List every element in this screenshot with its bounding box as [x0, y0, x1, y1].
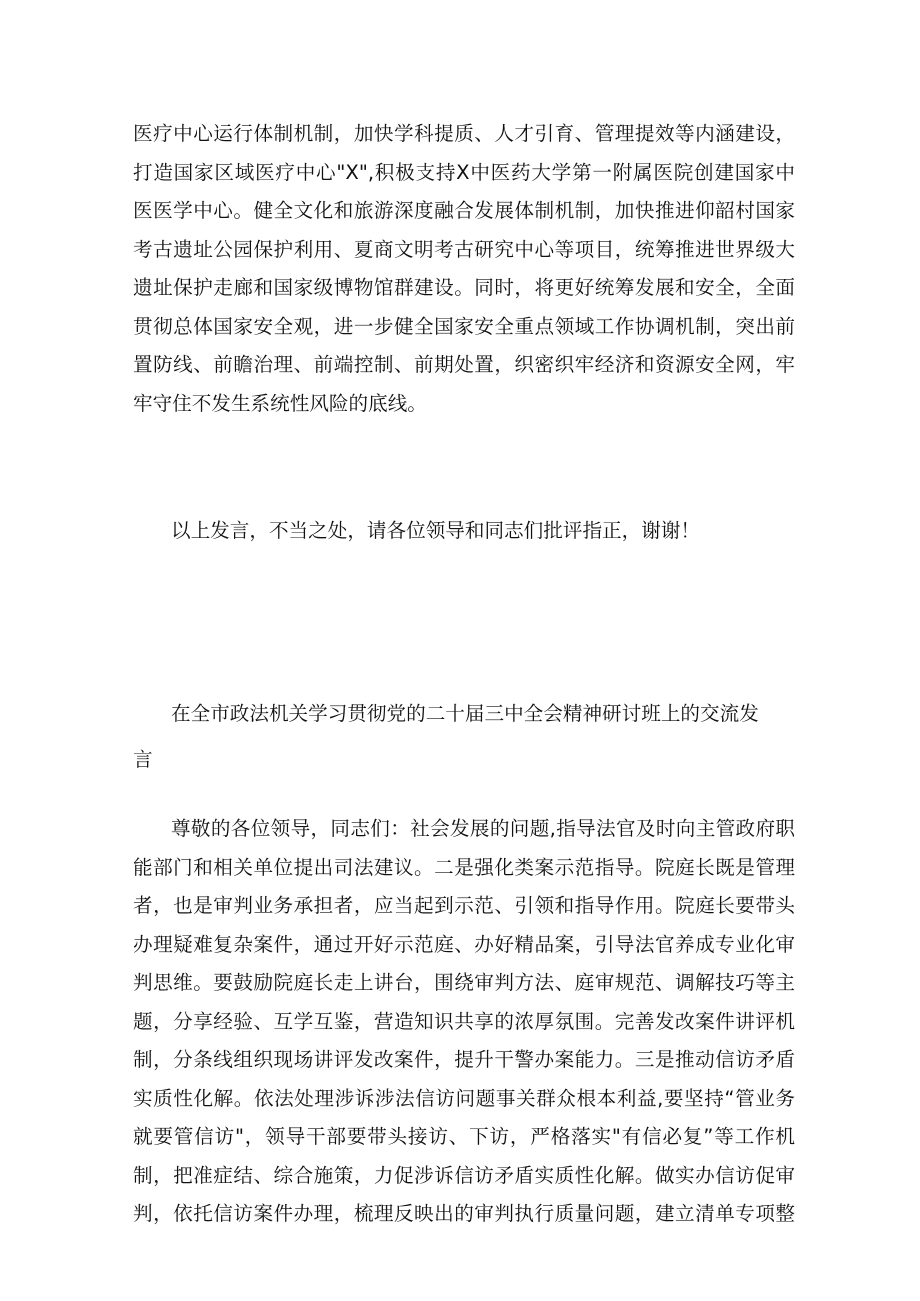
paragraph-line: 尊敬的各位领导，同志们：社会发展的问题,指导法官及时向主管政府职: [171, 817, 795, 840]
paragraph-line: 判思维。要鼓励院庭长走上讲台，围绕审判方法、庭审规范、调解技巧等主: [133, 971, 795, 994]
paragraph-line: 考古遗址公园保护利用、夏商文明考古研究中心等项目，统筹推进世界级大: [133, 237, 795, 261]
continuation-paragraph: [133, 115, 795, 423]
paragraph-line: 制，分条线组织现场讲评发改案件，提升干警办案能力。三是推动信访矛盾: [133, 1048, 795, 1071]
paragraph-line: 制，把准症结、综合施策，力促涉诉信访矛盾实质性化解。做实办信访促审: [133, 1163, 795, 1187]
body-paragraph: [133, 810, 795, 1234]
paragraph-line: 牢守住不发生系统性风险的底线。: [133, 391, 427, 415]
paragraph-line: 能部门和相关单位提出司法建议。二是强化类案示范指导。院庭长既是管理: [133, 855, 795, 879]
paragraph-line: 实质性化解。依法处理涉诉涉法信访问题事关群众根本利益,要坚持“管业务: [133, 1086, 795, 1110]
article-title-line: 言: [133, 748, 153, 771]
paragraph-line: 办理疑难复杂案件，通过开好示范庭、办好精品案，引导法官养成专业化审: [133, 932, 795, 956]
paragraph-line: 打造国家区域医疗中心"X",积极支持X中医药大学第一附属医院创建国家中: [133, 160, 795, 184]
paragraph-line: 者，也是审判业务承担者，应当起到示范、引领和指导作用。院庭长要带头: [133, 894, 795, 917]
paragraph-line: 医疗中心运行体制机制，加快学科提质、人才引育、管理提效等内涵建设，: [133, 122, 795, 145]
paragraph-line: 就要管信访"，领导干部要带头接访、下访，严格落实"有信必复”等工作机: [133, 1125, 795, 1148]
paragraph-line: 置防线、前瞻治理、前端控制、前期处置，织密织牢经济和资源安全网，牢: [133, 353, 795, 376]
paragraph-line: 医医学中心。健全文化和旅游深度融合发展体制机制，加快推进仰韶村国家: [133, 199, 795, 222]
paragraph-line: 贯彻总体国家安全观，进一步健全国家安全重点领域工作协调机制，突出前: [133, 314, 795, 338]
closing-remark-text: 以上发言，不当之处，请各位领导和同志们批评指正，谢谢！: [171, 519, 701, 542]
article-title: [133, 694, 795, 780]
paragraph-line: 遗址保护走廊和国家级博物馆群建设。同时，将更好统筹发展和安全，全面: [133, 276, 795, 299]
paragraph-line: 题，分享经验、互学互鉴，营造知识共享的浓厚氛围。完善发改案件讲评机: [133, 1009, 795, 1033]
paragraph-line: 判，依托信访案件办理，梳理反映出的审判执行质量问题，建立清单专项整: [133, 1202, 795, 1225]
closing-remark: [133, 512, 795, 551]
article-title-line: 在全市政法机关学习贯彻党的二十届三中全会精神研讨班上的交流发: [171, 702, 759, 725]
